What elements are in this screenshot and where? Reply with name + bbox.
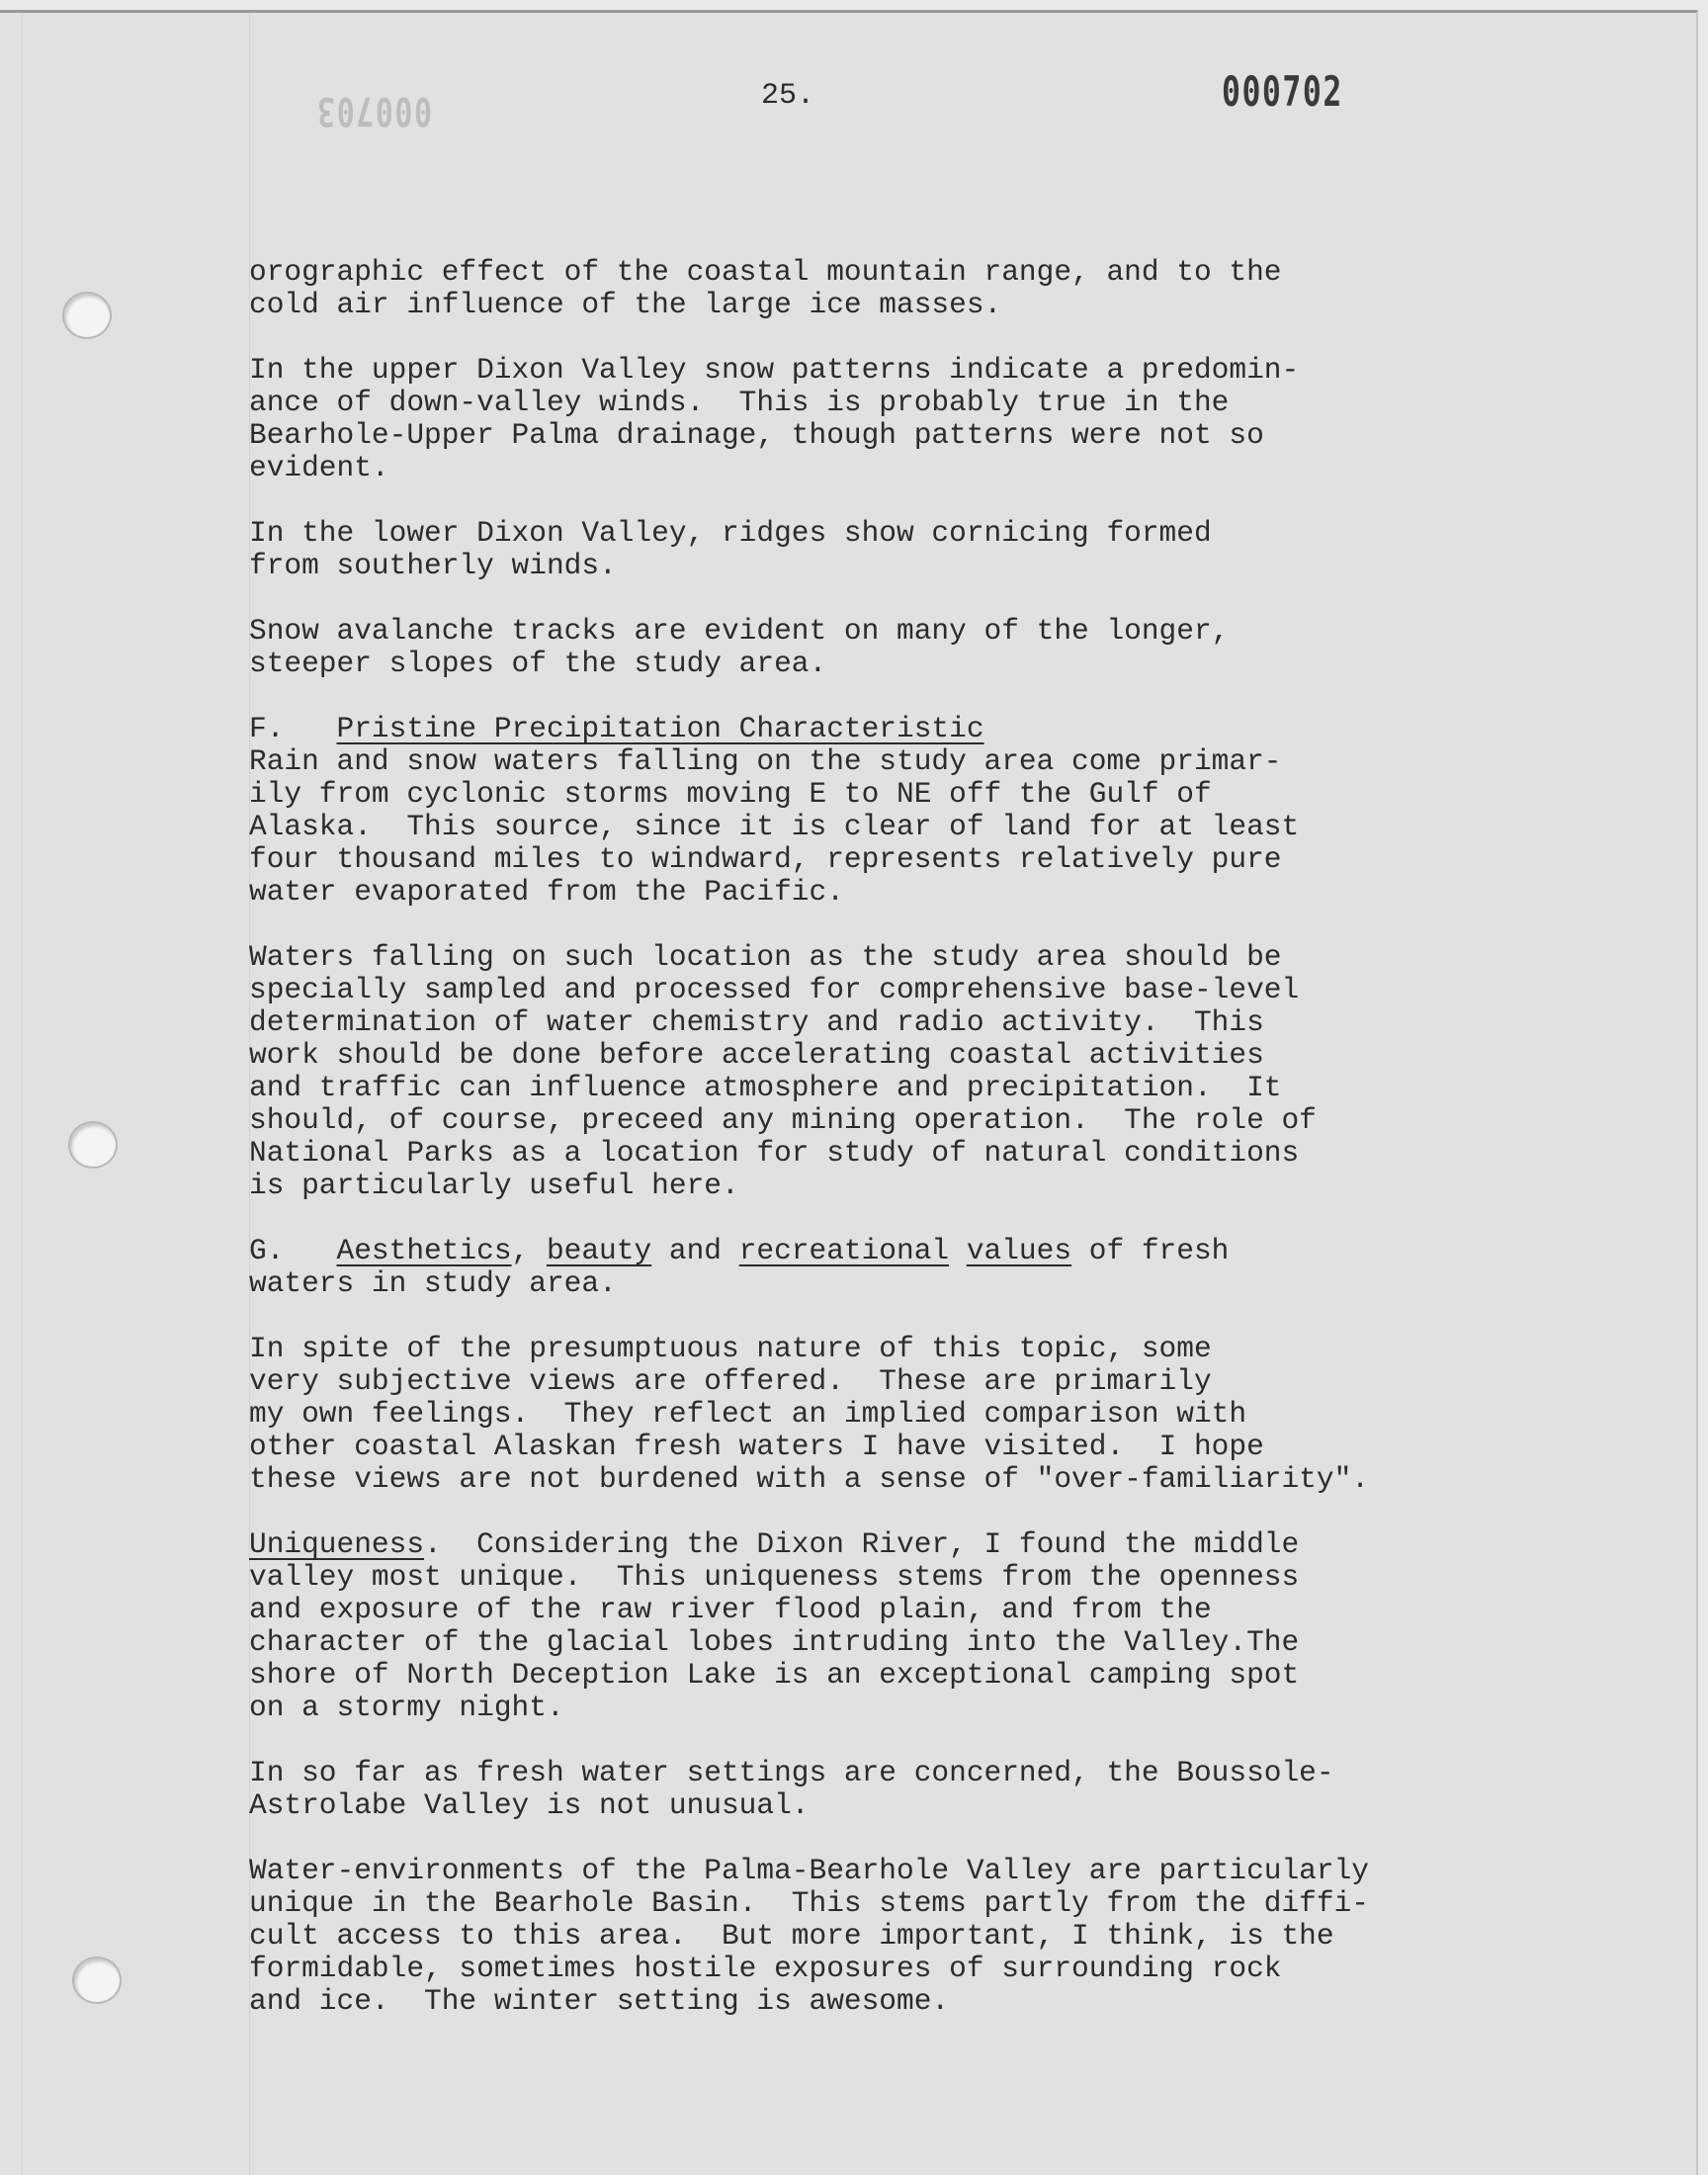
text-line: should, of course, preceed any mining operation. The role of (249, 1103, 1317, 1137)
text-line (249, 1528, 1524, 1561)
text-line: on a stormy night. (249, 1691, 564, 1724)
section-letter: F. (249, 712, 285, 745)
text-line: valley most unique. This uniqueness stems from the openness (249, 1560, 1300, 1594)
text-line: orographic effect of the coastal mountain range, and to the (249, 255, 1282, 289)
paragraph-orographic (249, 256, 1524, 321)
text-line: In so far as fresh water settings are concerned, the Boussole- (249, 1756, 1334, 1789)
section-g-heading (249, 1235, 1524, 1267)
punch-hole-bottom (72, 1957, 122, 2004)
text-line: and ice. The winter setting is awesome. (249, 1984, 950, 2018)
text-line: cold air influence of the large ice masses. (249, 288, 1002, 321)
text-line: shore of North Deception Lake is an exceptional camping spot (249, 1658, 1300, 1692)
text-line: determination of water chemistry and radio activity. This (249, 1005, 1264, 1039)
heading-word-values: values (966, 1234, 1072, 1267)
document-body (249, 256, 1524, 2050)
uniqueness-first-line: . Considering the Dixon River, I found the middle (424, 1527, 1300, 1561)
text-line: Alaska. This source, since it is clear of land for at least (249, 810, 1300, 843)
text-line: In the lower Dixon Valley, ridges show cornicing formed (249, 516, 1212, 550)
paragraph-avalanche (249, 615, 1524, 680)
text-line: ance of down-valley winds. This is probably true in the (249, 386, 1230, 419)
text-line: steeper slopes of the study area. (249, 647, 827, 680)
paragraph-boussole (249, 1757, 1524, 1822)
paragraph-sampling (249, 941, 1524, 1202)
text-line: Snow avalanche tracks are evident on many of the longer, (249, 614, 1230, 648)
text-line: very subjective views are offered. These are primarily (249, 1364, 1212, 1398)
paragraph-palma-bearhole (249, 1855, 1524, 2018)
text-line: four thousand miles to windward, represents relatively pure (249, 842, 1282, 876)
text-line: In the upper Dixon Valley snow patterns indicate a predomin- (249, 353, 1300, 387)
text-line: cult access to this area. But more important, I think, is the (249, 1919, 1334, 1953)
text-line: work should be done before accelerating coastal activities (249, 1038, 1264, 1072)
heading-separator: , (511, 1234, 547, 1267)
heading-word-beauty: beauty (546, 1234, 652, 1267)
heading-separator (949, 1234, 967, 1267)
heading-word-aesthetics: Aesthetics (336, 1234, 512, 1267)
punch-hole-middle (68, 1121, 118, 1169)
uniqueness-label: Uniqueness (249, 1527, 425, 1561)
bates-number-stamp: 000702 (1222, 67, 1343, 116)
paragraph-lower-dixon (249, 517, 1524, 582)
section-g (249, 1235, 1524, 1300)
section-f-heading (249, 713, 1524, 745)
text-line: unique in the Bearhole Basin. This stems partly from the diffi- (249, 1886, 1369, 1920)
paragraph-upper-dixon (249, 354, 1524, 484)
text-line: Bearhole-Upper Palma drainage, though patterns were not so (249, 418, 1264, 452)
section-title: Pristine Precipitation Characteristic (336, 712, 984, 745)
document-page (0, 10, 1698, 2175)
text-line: and traffic can influence atmosphere and precipitation. It (249, 1071, 1282, 1104)
punch-hole-top (62, 292, 112, 339)
paragraph-uniqueness (249, 1528, 1524, 1724)
text-line: my own feelings. They reflect an implied comparison with (249, 1397, 1247, 1431)
text-line: National Parks as a location for study of natural conditions (249, 1136, 1300, 1170)
text-line: formidable, sometimes hostile exposures of surrounding rock (249, 1952, 1282, 1985)
text-line: other coastal Alaskan fresh waters I have visited. I hope (249, 1430, 1264, 1463)
text-line: and exposure of the raw river flood plain, and from the (249, 1593, 1212, 1626)
bleed-through-stamp: 000703 (315, 88, 432, 133)
text-line: from southerly winds. (249, 549, 617, 582)
heading-rest: of fresh (1071, 1234, 1230, 1267)
text-line: evident. (249, 451, 389, 484)
text-line: Astrolabe Valley is not unusual. (249, 1788, 810, 1822)
text-line: these views are not burdened with a sense of "over-familiarity". (249, 1462, 1369, 1496)
text-line: Rain and snow waters falling on the study area come primar- (249, 744, 1282, 778)
text-line: waters in study area. (249, 1266, 617, 1300)
heading-word-recreational: recreational (738, 1234, 950, 1267)
text-line: water evaporated from the Pacific. (249, 875, 844, 909)
page-number: 25. (761, 79, 815, 113)
paragraph-subjective-views (249, 1333, 1524, 1496)
heading-separator: and (651, 1234, 739, 1267)
text-line: specially sampled and processed for comprehensive base-level (249, 973, 1300, 1006)
page-edge-line (22, 13, 23, 2175)
text-line: Water-environments of the Palma-Bearhole Valley are particularly (249, 1854, 1369, 1887)
text-line: ily from cyclonic storms moving E to NE off the Gulf of (249, 777, 1212, 811)
text-line: character of the glacial lobes intruding into the Valley.The (249, 1625, 1300, 1659)
section-letter: G. (249, 1234, 285, 1267)
text-line: In spite of the presumptuous nature of this topic, some (249, 1332, 1212, 1365)
text-line: Waters falling on such location as the study area should be (249, 940, 1282, 974)
section-f (249, 713, 1524, 909)
text-line: is particularly useful here. (249, 1169, 739, 1202)
